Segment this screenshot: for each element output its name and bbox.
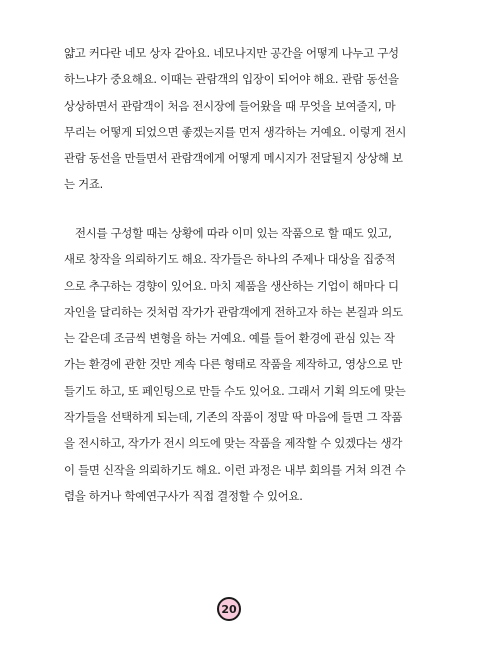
text-line: 가는 환경에 관한 것만 계속 다른 형태로 작품을 제작하고, 영상으로 만 (64, 357, 403, 372)
text-line: 자인을 달리하는 것처럼 작가가 관람객에게 전하고자 하는 본질과 의도 (64, 304, 403, 319)
paragraph-2 (64, 220, 438, 509)
text-line: 렴을 하거나 학예연구사가 직접 결정할 수 있어요. (64, 488, 303, 503)
text-line: 작가들을 선택하게 되는데, 기존의 작품이 정말 딱 마음에 들면 그 작품 (64, 410, 403, 425)
paragraph-1 (64, 40, 438, 198)
text-line: 는 거죠. (64, 177, 104, 192)
text-line: 관람 동선을 만들면서 관람객에게 어떻게 메시지가 전달될지 상상해 보 (64, 151, 403, 166)
text-line: 얇고 커다란 네모 상자 같아요. 네모나지만 공간을 어떻게 나누고 구성 (64, 46, 399, 60)
text-line: 으로 추구하는 경향이 있어요. 마치 제품을 생산하는 기업이 해마다 디 (64, 278, 399, 293)
text-line: 새로 창작을 의뢰하기도 해요. 작가들은 하나의 주제나 대상을 집중적 (64, 252, 396, 267)
page-number: 20 (217, 597, 241, 621)
text-line: 하느냐가 중요해요. 이때는 관람객의 입장이 되어야 해요. 관람 동선을 (64, 72, 399, 87)
text-line: 전시를 구성할 때는 상황에 따라 이미 있는 작품으로 할 때도 있고, (75, 226, 392, 240)
text-line: 들기도 하고, 또 페인팅으로 만들 수도 있어요. 그래서 기획 의도에 맞는 (64, 383, 406, 398)
text-line: 이 들면 신작을 의뢰하기도 해요. 이런 과정은 내부 회의를 거쳐 의견 수 (64, 462, 406, 477)
text-line: 는 같은데 조금씩 변형을 하는 거예요. 예를 들어 환경에 관심 있는 작 (64, 331, 395, 346)
text-line: 상상하면서 관람객이 처음 전시장에 들어왔을 때 무엇을 보여줄지, 마 (64, 98, 396, 113)
text-line: 을 전시하고, 작가가 전시 의도에 맞는 작품을 제작할 수 있겠다는 생각 (64, 436, 403, 451)
text-line: 무리는 어떻게 되었으면 좋겠는지를 먼저 생각하는 거예요. 이렇게 전시 (64, 124, 407, 139)
